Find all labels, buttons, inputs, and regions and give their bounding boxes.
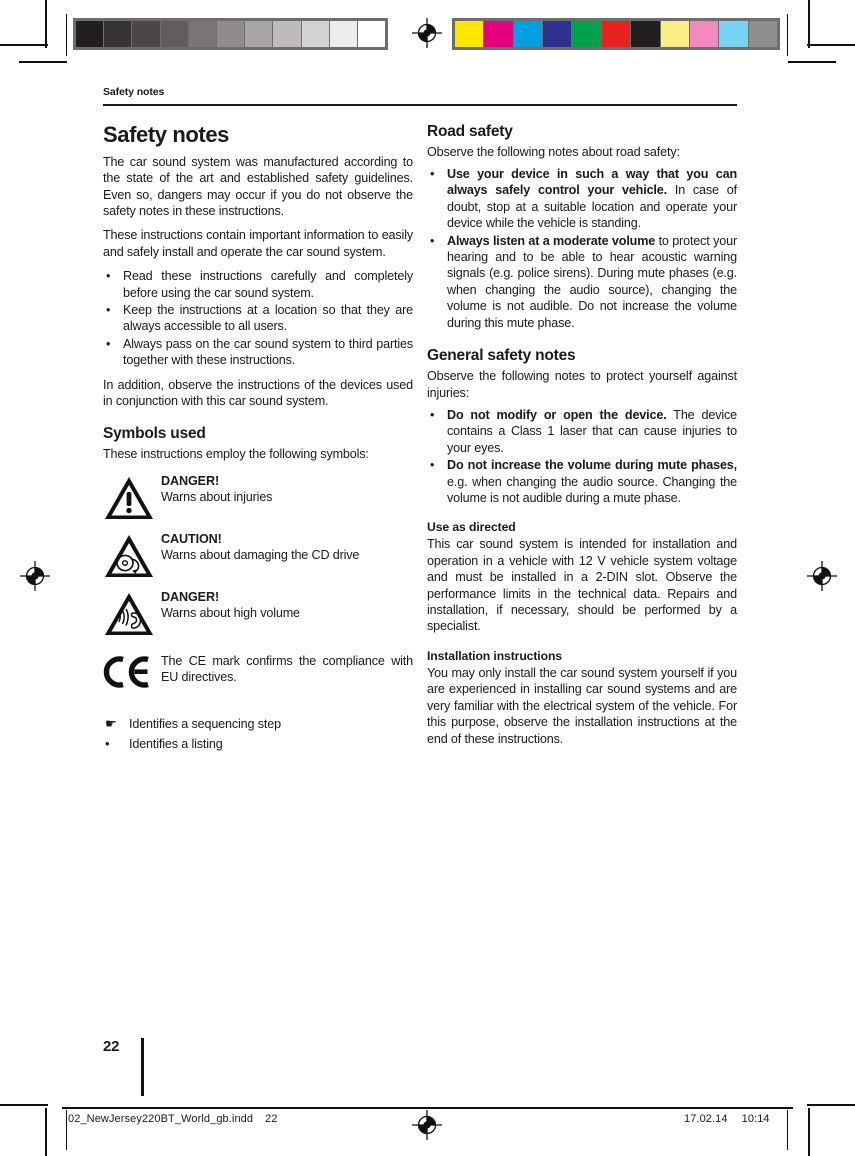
footer-file-name: 02_NewJersey220BT_World_gb.indd (68, 1113, 254, 1125)
bullet-dot-icon: • (106, 269, 111, 284)
list-item (103, 268, 413, 301)
registration-target-icon-right (807, 561, 837, 591)
symbol-description: Warns about damaging the CD drive (161, 548, 360, 563)
list-item-text: to protect your hearing and to be able to hear acoustic warning signals (e.g. police sirens). During mute phases (e.g. when changing the audio source), changing the volume is not audible. Do not increase the volume during this mute phase. (447, 233, 737, 330)
installation-instructions-heading: Installation instructions (427, 648, 562, 663)
legend-block (103, 715, 413, 753)
list-item-text: e.g. when changing the audio source. Changing the volume is not audible during a mute phase. (447, 474, 737, 505)
general-safety-intro: Observe the following notes to protect yourself against injuries: (427, 369, 737, 400)
page-number: 22 (103, 1038, 120, 1055)
road-safety-heading: Road safety (427, 122, 513, 140)
bullet-dot-icon: • (105, 735, 110, 751)
color-swatch (660, 21, 689, 47)
list-item-lead: Use your device in such a way that you can always safely control your vehicle. (447, 167, 737, 198)
trim-rule-left-top (66, 14, 67, 56)
legend-text: Identifies a listing (129, 736, 223, 751)
symbol-row-ce-mark (103, 653, 413, 689)
general-safety-heading: General safety notes (427, 347, 576, 365)
list-item (427, 166, 737, 232)
bullet-dot-icon: • (106, 336, 111, 351)
grayscale-swatch (216, 21, 244, 47)
color-swatch (513, 21, 542, 47)
symbols-used-heading: Symbols used (103, 425, 206, 443)
symbol-row-danger-high-volume (103, 589, 413, 637)
legend-row (103, 735, 413, 753)
registration-target-icon-footer (412, 1110, 442, 1140)
crop-mark-bottom-right-h (807, 1104, 855, 1106)
crop-mark-bottom-left-v (45, 1108, 47, 1156)
footer-page-number: 22 (265, 1113, 278, 1125)
footer-divider-right (787, 1112, 788, 1148)
symbol-row-caution-cd-drive (103, 531, 413, 579)
color-swatch (689, 21, 718, 47)
registration-target-icon-left (20, 561, 50, 591)
trim-rule-right-top (787, 14, 788, 56)
color-swatch (601, 21, 630, 47)
footer-time: 10:14 (741, 1113, 770, 1125)
two-column-layout (103, 123, 737, 755)
intro-paragraph-2: These instructions contain important information to easily and safely install and operate the car sound system. (103, 228, 413, 259)
symbol-row-danger-injuries (103, 473, 413, 521)
crop-mark-bottom-left-h (0, 1104, 48, 1106)
symbol-label: CAUTION! (161, 531, 222, 546)
bullet-dot-icon: • (430, 458, 435, 473)
list-item-lead: Do not increase the volume during mute phases, (447, 458, 737, 473)
list-item (427, 457, 737, 506)
symbol-description: Warns about high volume (161, 606, 300, 621)
road-safety-intro: Observe the following notes about road safety: (427, 144, 680, 159)
use-as-directed-heading: Use as directed (427, 520, 516, 535)
header-rule (103, 104, 737, 106)
crop-mark-top-right-inner-h (788, 61, 836, 63)
bullet-dot-icon: • (430, 167, 435, 182)
list-item (103, 302, 413, 335)
color-swatch (748, 21, 777, 47)
color-swatch (483, 21, 512, 47)
color-swatch (542, 21, 571, 47)
color-calibration-bar (452, 18, 780, 50)
crop-mark-top-right-h (807, 44, 855, 46)
list-item-text: Read these instructions carefully and completely before using the car sound system. (123, 269, 413, 300)
warning-triangle-cd-drive-icon (103, 531, 161, 579)
bullet-dot-icon: • (430, 233, 435, 248)
color-swatch (455, 21, 483, 47)
legend-row (103, 715, 413, 733)
folio-rule (141, 1038, 143, 1096)
grayscale-swatch (329, 21, 357, 47)
crop-mark-bottom-right-v (808, 1108, 810, 1156)
list-item-text: In case of doubt, stop at a suitable location and operate your device while the vehicle is standing. (447, 183, 737, 231)
list-item-text: Always pass on the car sound system to third parties together with these instructions. (123, 336, 413, 368)
general-instruction-list (103, 268, 413, 368)
ce-mark-icon (103, 653, 161, 689)
symbol-label: DANGER! (161, 473, 220, 488)
grayscale-swatch (76, 21, 103, 47)
folio-block (103, 1038, 144, 1096)
color-swatch (571, 21, 600, 47)
symbol-text-block (161, 531, 413, 564)
footer-date: 17.02.14 (684, 1113, 728, 1125)
color-swatch (718, 21, 747, 47)
grayscale-swatch (244, 21, 272, 47)
grayscale-calibration-bar (73, 18, 388, 50)
left-column (103, 123, 413, 755)
ce-mark-description: The CE mark confirms the compliance with EU directives. (161, 653, 413, 685)
list-item (427, 407, 737, 456)
running-header: Safety notes (103, 86, 165, 98)
symbol-text-block (161, 473, 413, 506)
intro-paragraph-1: The car sound system was manufactured according to the state of the art and established safety guidelines. Even so, dangers may occur if you do not observe the safety notes in these instructions. (103, 154, 413, 218)
closing-paragraph: In addition, observe the instructions of the devices used in conjunction with this car sound system. (103, 377, 413, 408)
grayscale-swatch (103, 21, 131, 47)
general-safety-list (427, 407, 737, 506)
grayscale-swatch (357, 21, 385, 47)
warning-triangle-exclamation-icon (103, 473, 161, 521)
color-swatch (630, 21, 659, 47)
list-item-text: Keep the instructions at a location so that they are always accessible to all users. (123, 302, 413, 334)
list-item-text: The device contains a Class 1 laser that can cause injuries to your eyes. (447, 407, 737, 455)
symbol-text-block (161, 653, 413, 686)
grayscale-swatch (188, 21, 216, 47)
installation-instructions-body: You may only install the car sound system yourself if you are experienced in installing car sound systems and are very familiar with the electrical system of the vehicle. For this purpose, observe the installation instructions at the end of these instructions. (427, 665, 737, 746)
legend-text: Identifies a sequencing step (129, 716, 281, 731)
list-item-lead: Do not modify or open the device. (447, 407, 667, 422)
warning-triangle-high-volume-icon (103, 589, 161, 637)
grayscale-swatch (272, 21, 300, 47)
list-item (427, 233, 737, 331)
bullet-dot-icon: • (106, 302, 111, 317)
pointing-hand-icon: ☛ (105, 715, 117, 731)
symbols-intro: These instructions employ the following symbols: (103, 447, 369, 462)
use-as-directed-body: This car sound system is intended for installation and operation in a vehicle with 12 V vehicle system voltage and must be installed in a 2-DIN slot. Observe the performance limits in the technical data. Repairs and installation, if necessary, should be performed by a specialist. (427, 537, 737, 634)
grayscale-swatch (160, 21, 188, 47)
road-safety-list (427, 166, 737, 331)
footer-timestamp (684, 1113, 770, 1125)
page-content (103, 86, 737, 755)
crop-mark-top-right-v (808, 0, 810, 48)
page-title: Safety notes (103, 121, 230, 147)
symbol-text-block (161, 589, 413, 622)
list-item (103, 336, 413, 369)
grayscale-swatch (301, 21, 329, 47)
grayscale-swatch (131, 21, 159, 47)
list-item-lead: Always listen at a moderate volume (447, 233, 656, 248)
symbol-label: DANGER! (161, 589, 220, 604)
footer-rule (62, 1107, 793, 1109)
footer-file-info (68, 1113, 278, 1125)
crop-mark-top-left-v (45, 0, 47, 48)
crop-mark-top-left-h (0, 44, 48, 46)
bullet-dot-icon: • (430, 407, 435, 422)
right-column (427, 123, 737, 755)
crop-mark-top-left-inner-h (19, 61, 67, 63)
registration-target-icon-top (412, 18, 442, 48)
symbol-description: Warns about injuries (161, 490, 273, 505)
